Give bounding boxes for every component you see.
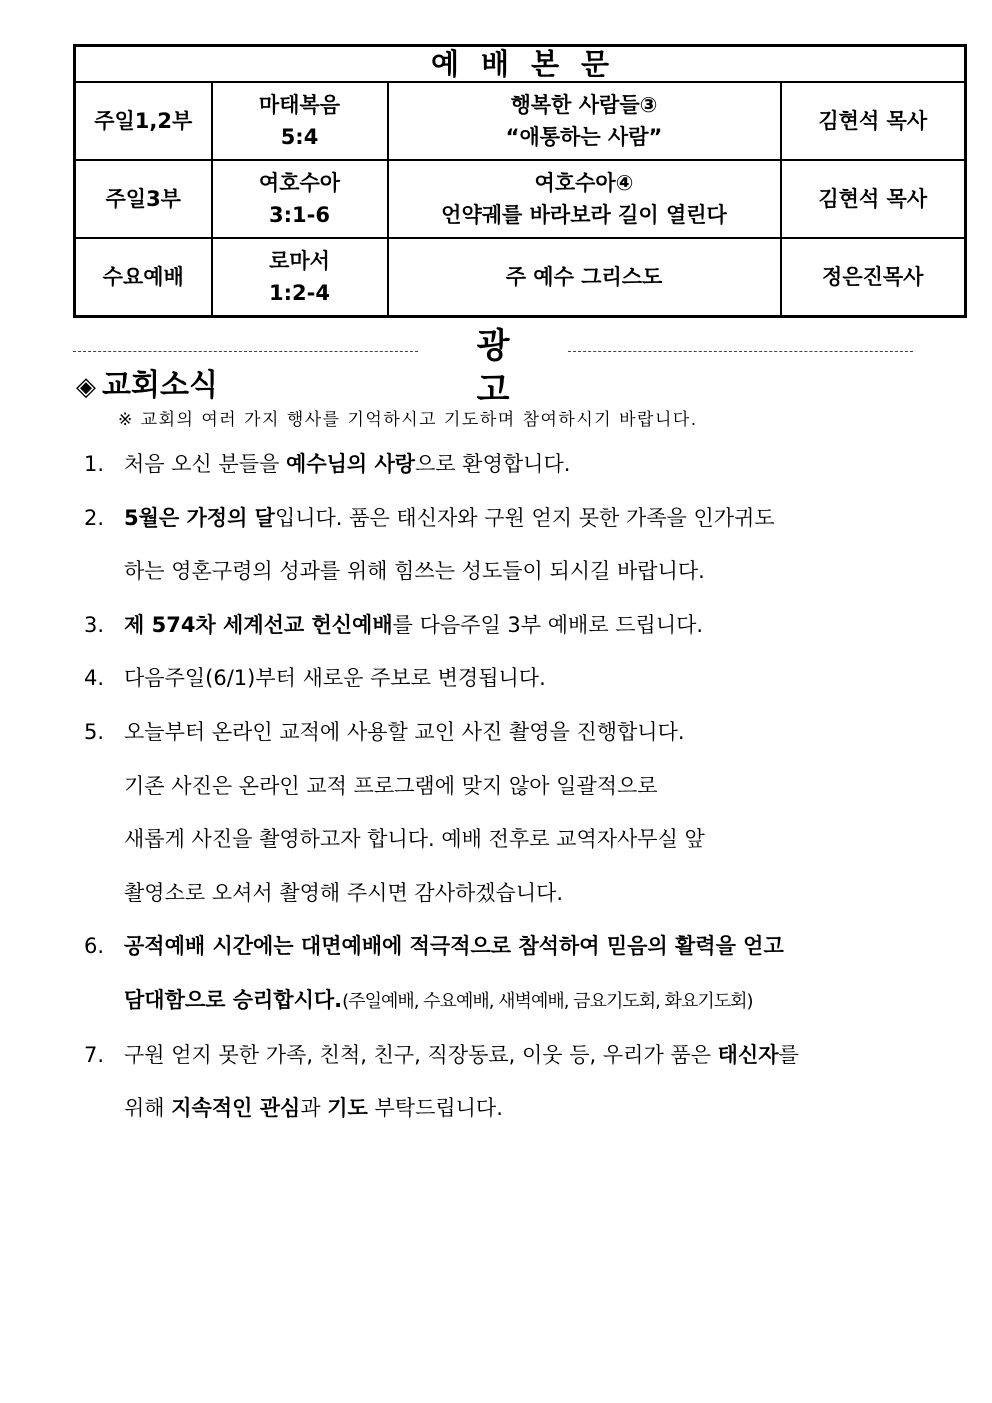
list-item — [84, 438, 884, 492]
sermon-cell — [388, 160, 781, 238]
list-item-continuation: 촬영소로 오셔서 촬영해 주시면 감사하겠습니다. — [124, 880, 564, 905]
scripture-verse: 5:4 — [280, 125, 319, 149]
scripture-verse: 3:1-6 — [269, 203, 330, 227]
sermon-title: 여호수아④ — [534, 171, 634, 195]
service-name: 주일1,2부 — [75, 82, 212, 160]
announcements-title: 광고 — [476, 326, 540, 410]
item-number: 1. — [84, 452, 105, 476]
list-item-continuation — [84, 1082, 884, 1136]
church-news-title: 교회소식 — [102, 368, 218, 403]
sermon-title: 주 예수 그리스도 — [505, 265, 663, 289]
table-row — [75, 238, 966, 317]
preacher: 정은진목사 — [781, 238, 966, 317]
list-item — [84, 599, 884, 653]
item-emphasis: 5월은 가정의 달 — [124, 505, 275, 530]
worship-scripture-table — [73, 44, 967, 318]
item-text: 오늘부터 온라인 교적에 사용할 교인 사진 촬영을 진행합니다. — [124, 719, 685, 744]
item-emphasis: 기도 — [327, 1096, 368, 1121]
list-item — [84, 1029, 884, 1083]
item-text: 으로 환영합니다. — [415, 452, 571, 476]
table-row — [75, 82, 966, 160]
item-text: 구원 얻지 못한 가족, 친척, 친구, 직장동료, 이웃 등, 우리가 품은 — [124, 1042, 718, 1067]
service-name: 수요예배 — [75, 238, 212, 317]
preacher: 김현석 목사 — [781, 82, 966, 160]
item-number: 4. — [84, 666, 105, 691]
scripture-cell — [212, 82, 388, 160]
preacher: 김현석 목사 — [781, 160, 966, 238]
service-name: 주일3부 — [75, 160, 212, 238]
church-news-heading — [76, 364, 218, 409]
scripture-book: 마태복음 — [258, 93, 341, 117]
item-text: 입니다. 품은 태신자와 구원 얻지 못한 가족을 인가귀도 — [274, 505, 775, 530]
item-emphasis: 예수님의 사랑 — [286, 452, 416, 476]
scripture-book: 로마서 — [269, 249, 330, 273]
list-item-continuation: 새롭게 사진을 촬영하고자 합니다. 예배 전후로 교역자사무실 앞 — [124, 827, 705, 852]
item-text: 를 다음주일 3부 예배로 드립니다. — [392, 612, 704, 637]
diamond-icon: ◈ — [76, 372, 96, 402]
list-item — [84, 652, 884, 706]
table-title: 예배본문 — [75, 46, 966, 83]
list-item — [84, 920, 884, 974]
item-text: 다음주일(6/1)부터 새로운 주보로 변경됩니다. — [124, 666, 546, 691]
item-text: 처음 오신 분들을 — [124, 452, 287, 476]
item-emphasis: 제 574차 세계선교 헌신예배 — [124, 612, 393, 637]
dashed-divider-right — [568, 351, 913, 352]
item-emphasis: 태신자 — [717, 1042, 779, 1067]
item-number: 7. — [84, 1042, 105, 1067]
list-item-continuation: 기존 사진은 온라인 교적 프로그램에 맞지 않아 일괄적으로 — [124, 773, 658, 798]
list-item-continuation: 하는 영혼구령의 성과를 위해 힘쓰는 성도들이 되시길 바랍니다. — [124, 559, 705, 584]
announcement-list — [84, 438, 884, 1136]
sermon-subtitle: 언약궤를 바라보라 길이 열린다 — [441, 203, 727, 227]
item-number: 2. — [84, 505, 105, 530]
scripture-cell — [212, 238, 388, 317]
item-number: 5. — [84, 719, 105, 744]
scripture-book: 여호수아 — [258, 171, 341, 195]
list-item-continuation — [84, 974, 884, 1029]
item-text: 를 — [778, 1042, 799, 1067]
dashed-divider-left — [73, 351, 418, 352]
item-number: 3. — [84, 612, 105, 637]
item-text: (주일예배, 수요예배, 새벽예배, 금요기도회, 화요기도회) — [342, 990, 753, 1012]
table-row — [75, 160, 966, 238]
sermon-subtitle: “애통하는 사람” — [505, 125, 663, 149]
list-item — [84, 706, 884, 760]
church-news-note: ※ 교회의 여러 가지 행사를 기억하시고 기도하며 참여하시기 바랍니다. — [118, 410, 698, 430]
item-emphasis: 담대함으로 승리합시다. — [124, 987, 343, 1012]
item-emphasis: 지속적인 관심 — [171, 1096, 301, 1121]
item-emphasis: 공적예배 시간에는 대면예배에 적극적으로 참석하여 믿음의 활력을 얻고 — [124, 934, 784, 959]
item-number: 6. — [84, 934, 105, 959]
scripture-verse: 1:2-4 — [269, 281, 330, 305]
scripture-cell — [212, 160, 388, 238]
sermon-cell — [388, 238, 781, 317]
item-text: 부탁드립니다. — [367, 1096, 503, 1121]
list-item — [84, 492, 884, 546]
item-text: 위해 — [124, 1096, 172, 1121]
sermon-cell — [388, 82, 781, 160]
item-text: 과 — [300, 1096, 328, 1121]
sermon-title: 행복한 사람들③ — [510, 93, 658, 117]
